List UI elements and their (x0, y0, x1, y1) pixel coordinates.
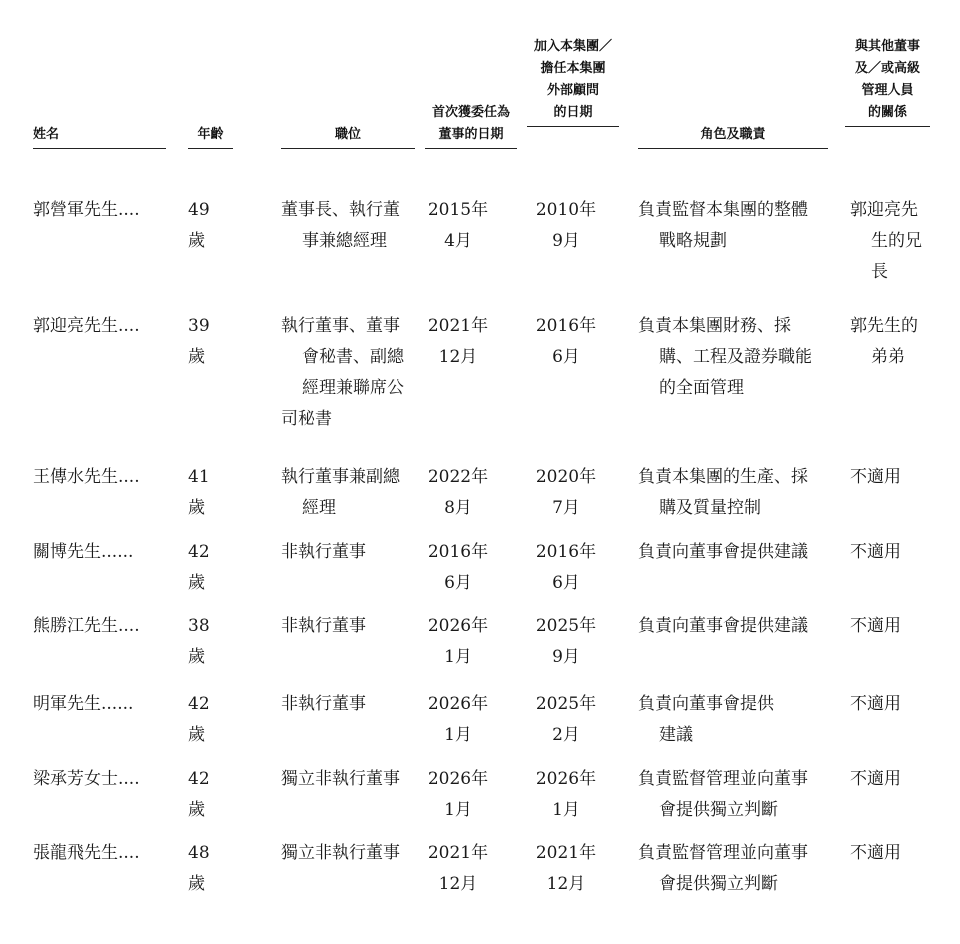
text-line: 2016年 (535, 316, 597, 336)
cell-relationship (850, 689, 945, 720)
text-line: 不適用 (850, 542, 901, 562)
cell-position (281, 462, 421, 524)
cell-name (33, 195, 183, 226)
text-line: 2025年 (535, 616, 597, 636)
header-line: 的關係 (867, 105, 907, 120)
header-line: 董事的日期 (438, 127, 504, 142)
header-line: 擔任本集團 (540, 61, 606, 76)
cell-relationship (850, 838, 945, 869)
text-line: 非執行董事 (281, 542, 366, 562)
text-line: 的全面管理 (659, 378, 744, 398)
cell-role (638, 195, 843, 257)
cell-appointment-date (425, 764, 491, 826)
text-line: 弟弟 (871, 347, 905, 367)
cell-join-date (533, 537, 599, 599)
cell-join-date (533, 689, 599, 751)
text-line: 執行董事、董事 (281, 316, 400, 336)
cell-role (638, 462, 843, 524)
text-line: 經理兼聯席公 (302, 378, 404, 398)
cell-relationship (850, 462, 945, 493)
text-line: 會提供獨立判斷 (659, 874, 778, 894)
cell-position (281, 537, 421, 568)
text-line: 董事長、執行董 (281, 200, 400, 220)
cell-relationship (850, 195, 945, 288)
cell-role (638, 838, 843, 900)
text-line: 2月 (552, 725, 580, 745)
header-name: 姓名 (33, 124, 166, 149)
cell-relationship (850, 537, 945, 568)
text-line: 司秘書 (281, 409, 332, 429)
text-line: 7月 (552, 498, 580, 518)
cell-age: 48歲 (188, 843, 210, 894)
text-line: 建議 (659, 725, 693, 745)
text-line: 不適用 (850, 467, 901, 487)
header-join-date (527, 36, 619, 127)
director-name: 明軍先生...... (33, 694, 134, 714)
text-line: 負責監督管理並向董事 (638, 769, 808, 789)
text-line: 生的兄 (871, 231, 922, 251)
text-line: 12月 (546, 874, 586, 894)
cell-position (281, 195, 421, 257)
text-line: 2015年 (427, 200, 489, 220)
cell-name (33, 838, 183, 869)
text-line: 會秘書、副總 (302, 347, 404, 367)
text-line: 負責本集團財務、採 (638, 316, 791, 336)
text-line: 獨立非執行董事 (281, 769, 400, 789)
text-line: 經理 (302, 498, 336, 518)
director-name: 關博先生...... (33, 542, 134, 562)
text-line: 郭先生的 (850, 316, 918, 336)
text-line: 不適用 (850, 694, 901, 714)
cell-age: 38歲 (188, 616, 210, 667)
cell-position (281, 764, 421, 795)
cell-role (638, 689, 843, 751)
director-name: 梁承芳女士.... (33, 769, 140, 789)
cell-age: 42歲 (188, 769, 210, 820)
text-line: 2026年 (427, 694, 489, 714)
cell-join-date (533, 311, 599, 373)
header-line: 管理人員 (861, 83, 914, 98)
cell-join-date (533, 838, 599, 900)
cell-name (33, 537, 183, 568)
text-line: 2021年 (535, 843, 597, 863)
text-line: 非執行董事 (281, 616, 366, 636)
text-line: 負責向董事會提供 (638, 694, 774, 714)
header-age: 年齡 (188, 124, 233, 149)
text-line: 獨立非執行董事 (281, 843, 400, 863)
cell-position (281, 689, 421, 720)
director-name: 郭營軍先生.... (33, 200, 140, 220)
text-line: 2016年 (427, 542, 489, 562)
header-line: 加入本集團／ (533, 39, 612, 54)
text-line: 負責向董事會提供建議 (638, 616, 808, 636)
cell-appointment-date (425, 838, 491, 900)
cell-join-date (533, 764, 599, 826)
cell-position (281, 611, 421, 642)
cell-name (33, 311, 183, 342)
text-line: 長 (871, 262, 888, 282)
text-line: 負責監督本集團的整體 (638, 200, 808, 220)
header-relationship (845, 36, 930, 127)
cell-age: 42歲 (188, 694, 210, 745)
text-line: 不適用 (850, 616, 901, 636)
cell-appointment-date (425, 311, 491, 373)
text-line: 購及質量控制 (659, 498, 761, 518)
text-line: 執行董事兼副總 (281, 467, 400, 487)
text-line: 12月 (438, 874, 478, 894)
cell-name (33, 764, 183, 795)
text-line: 9月 (552, 231, 580, 251)
text-line: 2010年 (535, 200, 597, 220)
director-name: 郭迎亮先生.... (33, 316, 140, 336)
text-line: 負責監督管理並向董事 (638, 843, 808, 863)
cell-appointment-date (425, 689, 491, 751)
text-line: 6月 (444, 573, 472, 593)
text-line: 2020年 (535, 467, 597, 487)
text-line: 事兼總經理 (302, 231, 387, 251)
text-line: 1月 (444, 647, 472, 667)
cell-age: 41歲 (188, 467, 210, 518)
cell-relationship (850, 611, 945, 642)
cell-relationship (850, 764, 945, 795)
header-position: 職位 (281, 124, 415, 149)
header-line: 與其他董事 (854, 39, 920, 54)
text-line: 2026年 (427, 616, 489, 636)
cell-appointment-date (425, 537, 491, 599)
text-line: 不適用 (850, 843, 901, 863)
text-line: 2025年 (535, 694, 597, 714)
cell-name (33, 689, 183, 720)
text-line: 8月 (444, 498, 472, 518)
cell-join-date (533, 611, 599, 673)
text-line: 2016年 (535, 542, 597, 562)
text-line: 6月 (552, 347, 580, 367)
text-line: 4月 (444, 231, 472, 251)
header-line: 首次獲委任為 (431, 105, 510, 120)
director-name: 熊勝江先生.... (33, 616, 140, 636)
text-line: 2021年 (427, 843, 489, 863)
director-name: 王傳水先生.... (33, 467, 140, 487)
text-line: 會提供獨立判斷 (659, 800, 778, 820)
cell-age: 39歲 (188, 316, 210, 367)
cell-age: 42歲 (188, 542, 210, 593)
cell-role (638, 764, 843, 826)
cell-appointment-date (425, 195, 491, 257)
cell-role (638, 311, 843, 404)
header-line: 的日期 (553, 105, 593, 120)
text-line: 9月 (552, 647, 580, 667)
text-line: 2021年 (427, 316, 489, 336)
text-line: 1月 (444, 800, 472, 820)
header-appointment-date (425, 102, 517, 149)
text-line: 6月 (552, 573, 580, 593)
text-line: 2022年 (427, 467, 489, 487)
cell-position (281, 838, 421, 869)
cell-relationship (850, 311, 945, 373)
cell-appointment-date (425, 462, 491, 524)
cell-age: 49歲 (188, 200, 210, 251)
text-line: 不適用 (850, 769, 901, 789)
header-line: 及／或高級 (854, 61, 920, 76)
text-line: 負責本集團的生產、採 (638, 467, 808, 487)
cell-appointment-date (425, 611, 491, 673)
cell-name (33, 611, 183, 642)
text-line: 1月 (552, 800, 580, 820)
text-line: 負責向董事會提供建議 (638, 542, 808, 562)
text-line: 2026年 (535, 769, 597, 789)
text-line: 購、工程及證券職能 (659, 347, 812, 367)
header-role: 角色及職責 (638, 124, 828, 149)
header-line: 外部顧問 (546, 83, 599, 98)
text-line: 戰略規劃 (659, 231, 727, 251)
cell-role (638, 611, 843, 642)
cell-join-date (533, 195, 599, 257)
text-line: 12月 (438, 347, 478, 367)
cell-name (33, 462, 183, 493)
director-name: 張龍飛先生.... (33, 843, 140, 863)
text-line: 2026年 (427, 769, 489, 789)
cell-position (281, 311, 421, 435)
text-line: 郭迎亮先 (850, 200, 918, 220)
cell-role (638, 537, 843, 568)
text-line: 1月 (444, 725, 472, 745)
text-line: 非執行董事 (281, 694, 366, 714)
cell-join-date (533, 462, 599, 524)
